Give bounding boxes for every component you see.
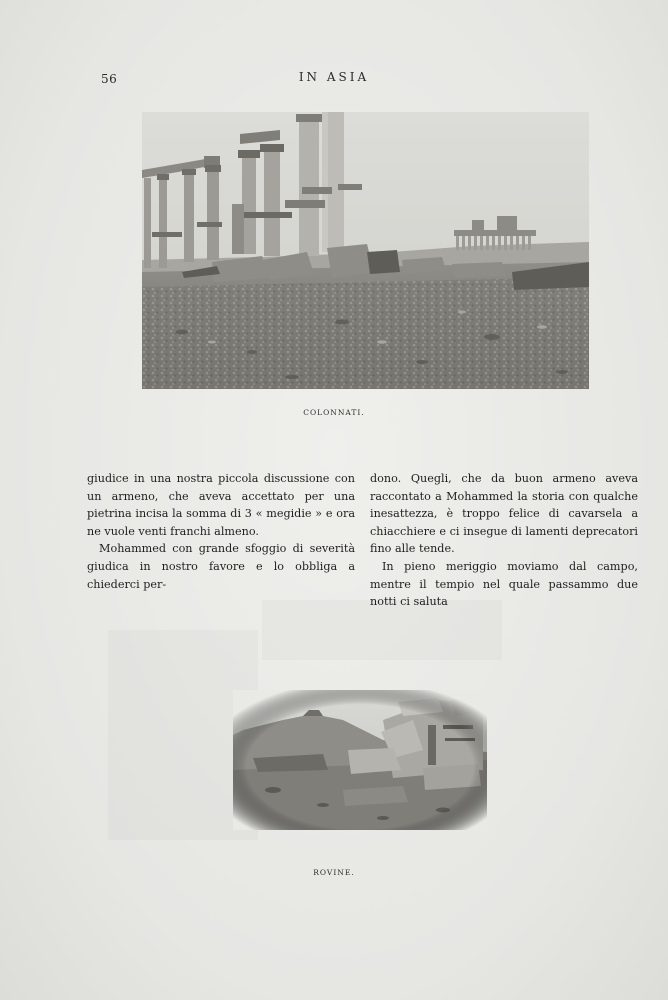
ruins-photo xyxy=(233,690,487,830)
figure-caption: COLONNATI. xyxy=(303,408,365,417)
paragraph: Mohammed con grande sfoggio di severità giudica in nostro favore e lo obbliga a chiederci per- xyxy=(87,542,355,591)
text-column-right xyxy=(370,470,638,611)
page-number: 56 xyxy=(101,72,118,86)
colonnade-photo xyxy=(142,112,589,389)
running-title: IN ASIA xyxy=(298,70,370,84)
text-column-left xyxy=(87,470,355,593)
paragraph: giudice in una nostra piccola discussione con un armeno, che aveva accettato per una pietrina incisa la somma di 3 « megidie » e ora ne vuole venti franchi almeno. xyxy=(87,472,355,538)
ruins-illustration xyxy=(233,690,487,830)
figure-caption: ROVINE. xyxy=(313,868,355,877)
paragraph: dono. Quegli, che da buon armeno aveva raccontato a Mohammed la storia con qualche inesattezza, è troppo felice di cavarsela a chiacchiere e ci insegue di lamenti deprecatori fino alle tende. xyxy=(370,472,638,556)
paragraph: In pieno meriggio moviamo dal campo, mentre il tempio nel quale passammo due notti ci saluta xyxy=(370,559,638,609)
colonnade-illustration xyxy=(142,112,589,389)
